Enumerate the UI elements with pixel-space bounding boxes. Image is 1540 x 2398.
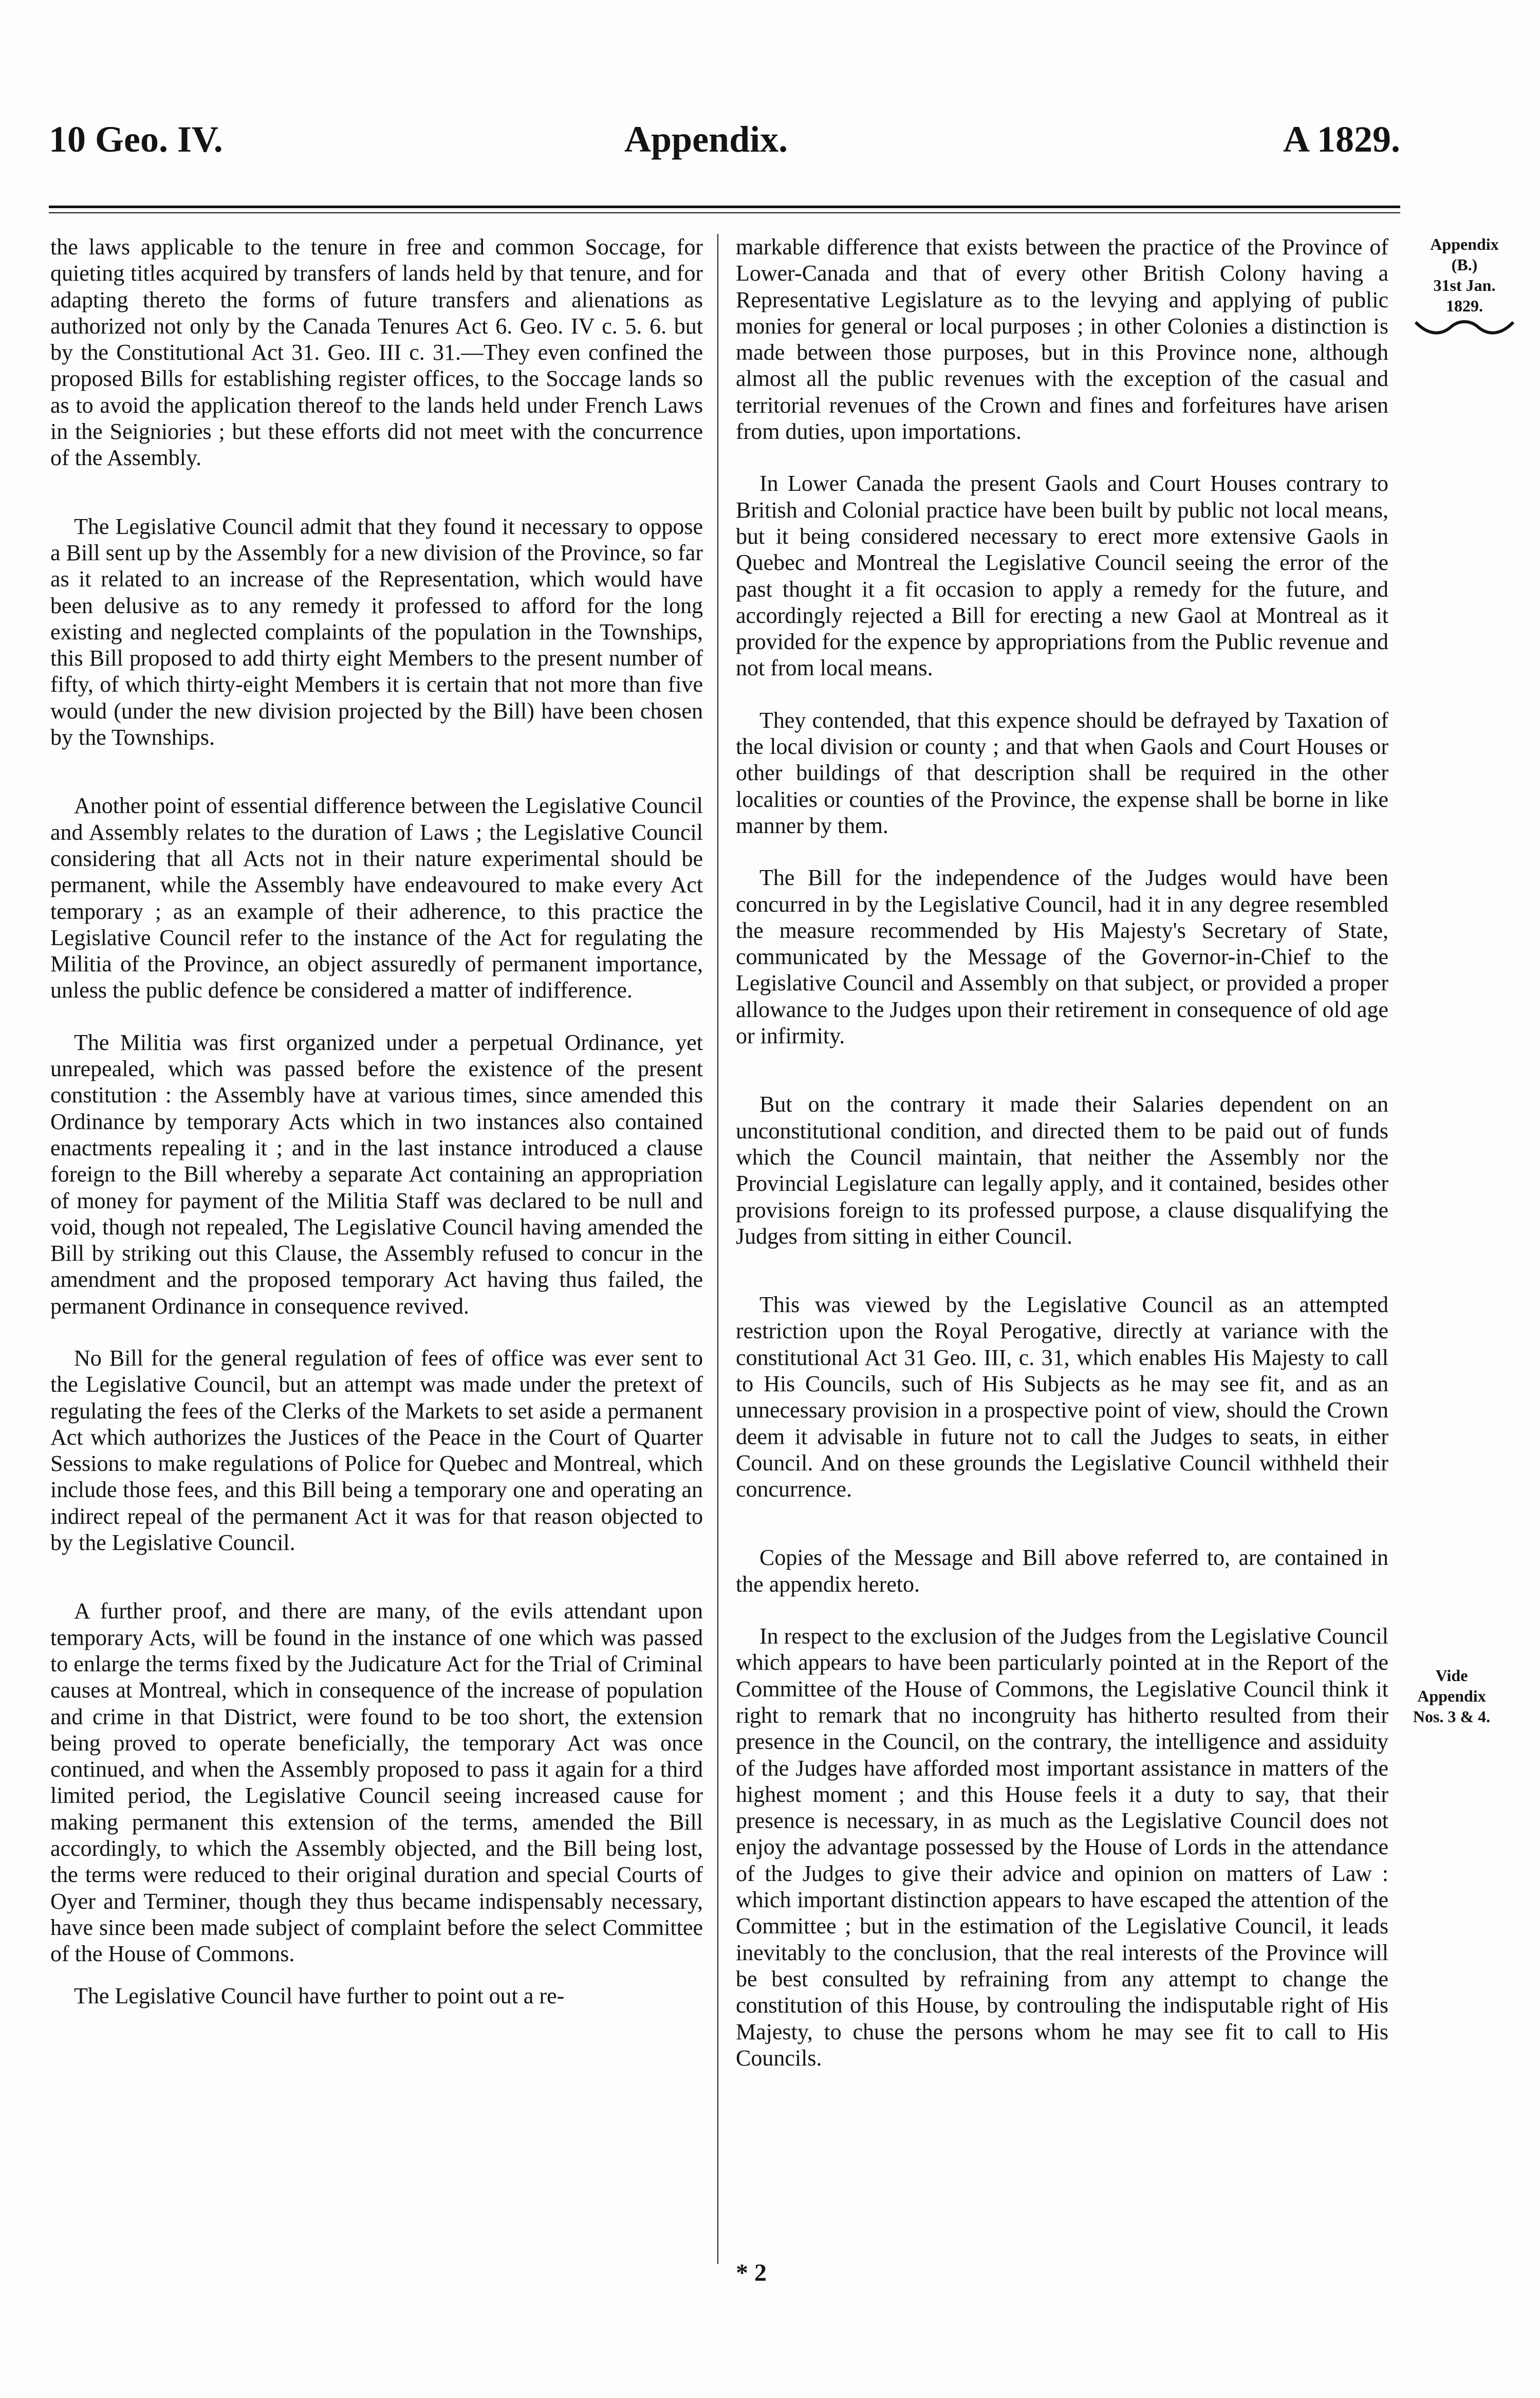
margin-note-appendix: Appendix (B.) 31st Jan. 1829. xyxy=(1405,234,1524,337)
signature-mark: * 2 xyxy=(736,2259,767,2286)
page-header xyxy=(49,108,1400,170)
paragraph: This was viewed by the Legislative Council as an attempted restriction upon the Royal Perogative, directly at variance with the constitutional Act 31 Geo. III, c. 31, which enables His Majesty to call to His Councils, such of His Subjects as he may see fit, and as an unnecessary provision in a prospective point of view, should the Crown deem it advisable in future not to call the Judges to seats, in either Council. And on these grounds the Legislative Council withheld their concurrence. xyxy=(736,1292,1388,1502)
margin-note-vide: Vide Appendix Nos. 3 & 4. xyxy=(1413,1666,1491,1726)
header-regnal-year: 10 Geo. IV. xyxy=(49,119,223,160)
paragraph: In respect to the exclusion of the Judges from the Legislative Council which appears to have been particularly pointed at in the Report of the Committee of the House of Commons, the Legislative Council think it right to remark that no incongruity has hitherto resulted from their presence in the Council, on the contrary, the intelligence and assiduity of the Judges have afforded most important assistance in matters of the highest moment ; and this House feels it a duty to say, that their presence is necessary, in as much as the Legislative Council does not enjoy the advantage possessed by the House of Lords in the attendance of the Judges to give their advice and opinion on matters of Law : which important distinction appears to have escaped the attention of the Committee ; but in the estimation of the Legislative Council, it leads inevitably to the conclusion, that the real interests of the Province will be best consulted by refraining from any attempt to change the constitution of this House, by controuling the indisputable right of His Majesty, to chuse the persons whom he may see fit to call to His Councils. xyxy=(736,1624,1388,2071)
paragraph: A further proof, and there are many, of the evils attendant upon temporary Acts, will be found in the instance of one which was passed to enlarge the terms fixed by the Judicature Act for the Trial of Criminal causes at Montreal, which in consequence of the increase of population and crime in that District, were found to be too short, the extension being proved to operate beneficially, the temporary Act was once continued, and when the Assembly proposed to pass it again for a third limited period, the Legislative Council seeing increased cause for making permanent this extension of the terms, amended the Bill accordingly, to which the Assembly objected, and the Bill being lost, the terms were reduced to their original duration and special Courts of Oyer and Terminer, though they thus became indispensably necessary, have since been made subject of complaint before the select Committee of the House of Commons. xyxy=(50,1598,703,1967)
paragraph: In Lower Canada the present Gaols and Court Houses contrary to British and Colonial practice have been built by public not local means, but it being considered necessary to erect more extensive Gaols in Quebec and Montreal the Legislative Council seeing the error of the past thought it a fit occasion to apply a remedy for the future, and accordingly rejected a Bill for erecting a new Gaol at Montreal as it provided for the expence by appropriations from the Public revenue and not from local means. xyxy=(736,471,1388,681)
paragraph: markable difference that exists between the practice of the Province of Lower-Canada and that of every other British Colony having a Representative Legislature as to the levying and applying of public monies for general or local purposes ; in other Colonies a distinction is made between those purposes, but in this Province none, although almost all the public revenues with the exception of the casual and territorial revenues of the Crown and fines and forfeitures have arisen from duties, upon importations. xyxy=(736,234,1388,445)
column-divider xyxy=(717,234,718,2264)
paragraph: The Bill for the independence of the Judges would have been concurred in by the Legislative Council, had it in any degree resembled the measure recommended by His Majesty's Secretary of State, communicated by the Message of the Governor-in-Chief to the Legislative Council and Assembly on that subject, or provided a proper allowance to the Judges upon their retirement in consequence of old age or infirmity. xyxy=(736,865,1388,1049)
left-column xyxy=(50,234,703,2009)
header-title: Appendix. xyxy=(624,119,788,160)
flourish-icon xyxy=(1413,316,1516,337)
header-rule-thick xyxy=(49,206,1400,208)
paragraph: They contended, that this expence should be defrayed by Taxation of the local division or county ; and that when Gaols and Court Houses or other buildings of that description shall be required in the other localities or counties of the Province, the expense shall be borne in like manner by them. xyxy=(736,707,1388,838)
header-rule-thin xyxy=(49,212,1400,213)
paragraph: Copies of the Message and Bill above referred to, are contained in the appendix hereto. xyxy=(736,1545,1388,1597)
paragraph: The Legislative Council admit that they found it necessary to oppose a Bill sent up by the Assembly for a new division of the Province, so far as it related to an increase of the Representation, which would have been delusive as to any remedy it professed to afford for the long existing and neglected complaints of the population in the Townships, this Bill proposed to add thirty eight Members to the present number of fifty, of which thirty-eight Members it is certain that not more than five would (under the new division projected by the Bill) have been chosen by the Townships. xyxy=(50,513,703,750)
paragraph: The Militia was first organized under a perpetual Ordinance, yet unrepealed, which was passed before the existence of the present constitution : the Assembly have at various times, since amended this Ordinance by temporary Acts which in two instances also contained enactments repealing it ; and in the last instance introduced a clause foreign to the Bill whereby a separate Act containing an appropriation of money for payment of the Militia Staff was declared to be null and void, though not repealed, The Legislative Council having amended the Bill by striking out this Clause, the Assembly refused to concur in the amendment and the proposed temporary Act having thus failed, the permanent Ordinance in consequence revived. xyxy=(50,1029,703,1319)
header-year: A 1829. xyxy=(1283,119,1400,160)
paragraph: Another point of essential difference between the Legislative Council and Assembly relates to the duration of Laws ; the Legislative Council considering that all Acts not in their nature experimental should be permanent, while the Assembly have endeavoured to make every Act temporary ; as an example of their adherence, to this practice the Legislative Council refer to the instance of the Act for regulating the Militia of the Province, an object assuredly of permanent importance, unless the public defence be considered a matter of indifference. xyxy=(50,793,703,1003)
paragraph: No Bill for the general regulation of fees of office was ever sent to the Legislative Council, but an attempt was made under the pretext of regulating the fees of the Clerks of the Markets to set aside a permanent Act which authorizes the Justices of the Peace in the Court of Quarter Sessions to make regulations of Police for Quebec and Montreal, which include those fees, and this Bill being a temporary one and operating an indirect repeal of the permanent Act it was for that reason objected to by the Legislative Council. xyxy=(50,1345,703,1556)
right-column xyxy=(736,234,1388,2071)
paragraph: The Legislative Council have further to point out a re- xyxy=(74,1983,565,2008)
paragraph: the laws applicable to the tenure in free and common Soccage, for quieting titles acquired by transfers of lands held by that tenure, and for adapting thereto the forms of future transfers and alienations as authorized not only by the Canada Tenures Act 6. Geo. IV c. 5. 6. but by the Constitutional Act 31. Geo. III c. 31.—They even confined the proposed Bills for establishing register offices, to the Soccage lands so as to avoid the application thereof to the lands held under French Laws in the Seigniories ; but these efforts did not meet with the concurrence of the Assembly. xyxy=(50,234,703,471)
paragraph: But on the contrary it made their Salaries dependent on an unconstitutional condition, and directed them to be paid out of funds which the Council maintain, that neither the Assembly nor the Provincial Legislature can legally apply, and it contained, besides other provisions foreign to its professed purpose, a clause disqualifying the Judges from sitting in either Council. xyxy=(736,1092,1388,1249)
